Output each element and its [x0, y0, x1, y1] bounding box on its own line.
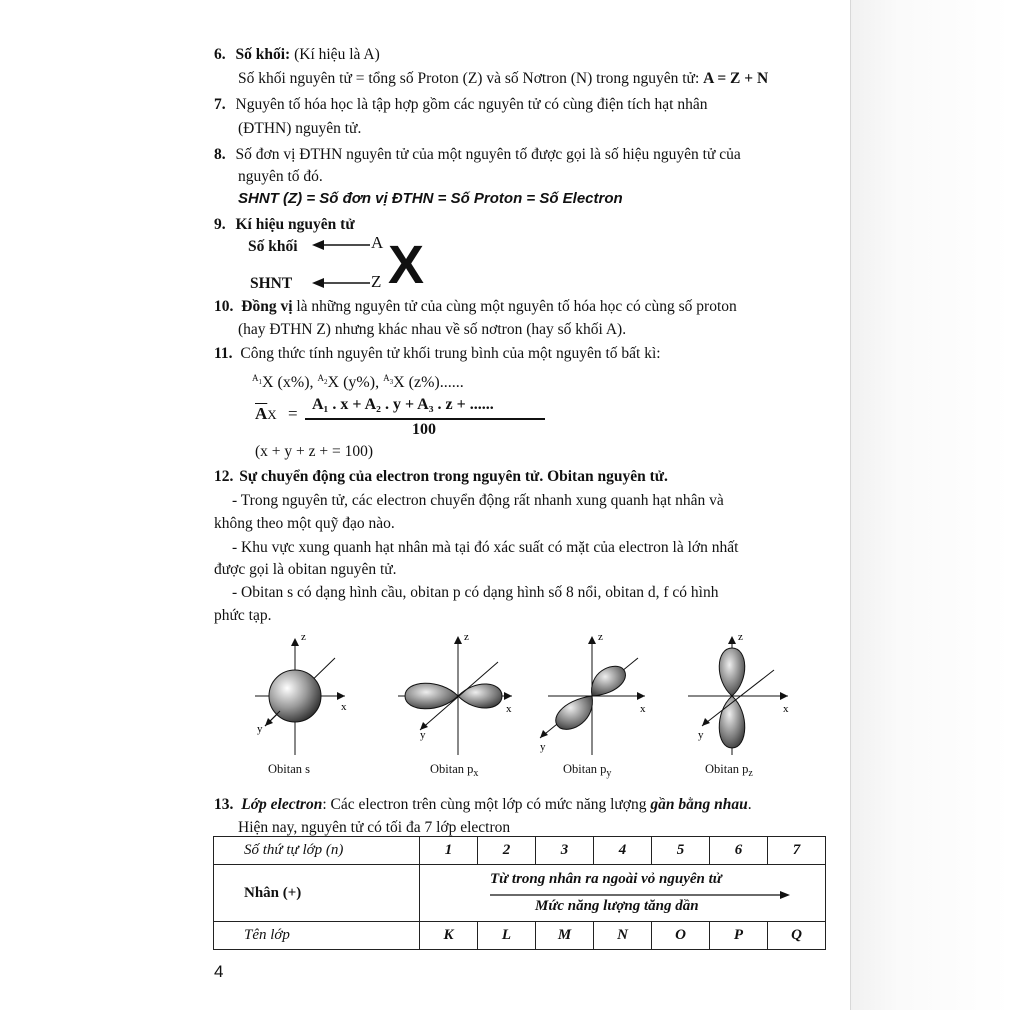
- shell-number: 2: [478, 837, 536, 865]
- shell-name: O: [652, 922, 710, 950]
- page-number: 4: [214, 962, 224, 981]
- axis-z-label: z: [464, 631, 469, 643]
- item-6-line: [238, 69, 768, 89]
- mass-number-label: Số khối: [248, 238, 298, 255]
- table-row: [214, 865, 826, 922]
- item-number: 6.: [214, 46, 226, 63]
- axis-z-label: z: [598, 631, 603, 643]
- item-8-line1: [214, 145, 741, 165]
- item-title: Sự chuyển động của electron trong nguyên tử. Obitan nguyên tử.: [239, 468, 668, 485]
- orbital-caption-text: Obitan p: [430, 762, 474, 776]
- element-symbol: X: [388, 235, 425, 295]
- shell-number: 7: [768, 837, 826, 865]
- item-text: Nguyên tố hóa học là tập hợp gồm các nguyên tử có cùng điện tích hạt nhân: [235, 96, 708, 113]
- axis-z-label: z: [738, 631, 743, 643]
- average-mass-lhs: [255, 404, 277, 425]
- orbital-caption-sub: z: [748, 768, 753, 779]
- arrow-left-icon: [312, 238, 372, 252]
- orbital-caption-py: [563, 762, 611, 781]
- average-mass-numerator: A₁ . x + A₂ . y + A₃ . z + ......: [312, 396, 494, 413]
- shell-name: M: [536, 922, 594, 950]
- orbital-caption-sub: x: [473, 768, 479, 779]
- atomic-number-symbol: Z: [371, 272, 382, 291]
- item-13-intro: Hiện nay, nguyên tử có tối đa 7 lớp electron: [238, 819, 511, 836]
- direction-text: Từ trong nhân ra ngoài vỏ nguyên tử: [490, 871, 722, 887]
- item-12-p3-line1: - Obitan s có dạng hình cầu, obitan p có dạng hình số 8 nổi, obitan d, f có hình: [232, 584, 719, 601]
- orbital-caption-pz: [705, 762, 753, 781]
- item-text: Công thức tính nguyên tử khối trung bình của một nguyên tố bất kì:: [240, 345, 661, 362]
- item-title: Kí hiệu nguyên tử: [235, 216, 355, 233]
- item-number: 13.: [214, 796, 234, 813]
- isotope-1: X (x%),: [262, 374, 314, 391]
- isotope-index: 3: [389, 378, 394, 386]
- shell-name: L: [478, 922, 536, 950]
- shell-name: N: [594, 922, 652, 950]
- item-number: 7.: [214, 96, 226, 113]
- isotope-list: [252, 368, 464, 393]
- shell-number: 6: [710, 837, 768, 865]
- shell-number: 1: [420, 837, 478, 865]
- orbital-caption-px: [430, 762, 478, 781]
- item-10-line2: (hay ĐTHN Z) nhưng khác nhau về số nơtron (hay số khối A).: [238, 321, 627, 338]
- shell-number: 4: [594, 837, 652, 865]
- table-row: [214, 837, 826, 865]
- axis-x-label: x: [341, 701, 347, 713]
- atomic-number-label: SHNT: [250, 275, 293, 292]
- item-7-line1: [214, 95, 708, 115]
- item-number: 8.: [214, 146, 226, 163]
- page-edge: [850, 0, 1010, 1010]
- average-mass-symbol: $\overline{A}$: [255, 404, 268, 423]
- electron-shells-table: [213, 836, 826, 950]
- mass-symbol: A: [371, 233, 384, 252]
- item-12-p1-line2: không theo một quỹ đạo nào.: [214, 515, 395, 532]
- item-6-heading: [214, 45, 380, 65]
- isotope-index: 1: [258, 378, 262, 386]
- item-7-line2: (ĐTHN) nguyên tử.: [238, 120, 362, 137]
- isotope-3: X (z%)......: [393, 374, 464, 391]
- item-9-heading: [214, 215, 355, 235]
- percentage-condition: (x + y + z + = 100): [255, 443, 374, 460]
- equals-sign: =: [288, 404, 298, 423]
- axis-y-label: y: [420, 729, 426, 741]
- item-number: 12.: [214, 468, 234, 485]
- item-end: .: [747, 796, 752, 813]
- item-number: 11.: [214, 345, 233, 362]
- item-13-heading: [214, 795, 752, 815]
- orbital-caption-text: Obitan p: [705, 762, 749, 776]
- shell-name: K: [420, 922, 478, 950]
- axis-y-label: y: [698, 729, 704, 741]
- orbital-px-diagram: [398, 631, 512, 755]
- item-12-p2-line2: được gọi là obitan nguyên tử.: [214, 561, 397, 578]
- item-note: (Kí hiệu là A): [294, 46, 380, 63]
- isotope-mass-symbol: A: [383, 373, 390, 383]
- shell-name: P: [710, 922, 768, 950]
- item-12-p1-line1: - Trong nguyên tử, các electron chuyển động rất nhanh xung quanh hạt nhân và: [232, 492, 724, 509]
- item-text: là những nguyên tử của cùng một nguyên tố hóa học có cùng số proton: [296, 298, 737, 315]
- mass-number-formula: A = Z + N: [703, 70, 769, 87]
- item-11-line: [214, 344, 661, 364]
- orbitals-figure: [240, 630, 810, 780]
- isotope-mass-symbol: A: [252, 373, 259, 383]
- arrow-left-icon: [312, 276, 372, 290]
- isotope-2: X (y%),: [327, 374, 380, 391]
- row-label-shell-name: Tên lớp: [214, 922, 420, 950]
- row-label-shell-number: Số thứ tự lớp (n): [214, 837, 420, 865]
- isotope-mass-symbol: A: [317, 373, 325, 383]
- shnt-formula: SHNT (Z) = Số đơn vị ĐTHN = Số Proton = Số Electron: [238, 190, 623, 207]
- axis-x-label: x: [506, 703, 512, 715]
- orbital-s-diagram: [255, 631, 347, 755]
- item-10-line1: [214, 297, 737, 317]
- orbital-caption-s: [268, 762, 310, 776]
- shell-number: 3: [536, 837, 594, 865]
- axis-z-label: z: [301, 631, 306, 643]
- orbital-caption-text: Obitan p: [563, 762, 607, 776]
- item-number: 10.: [214, 298, 234, 315]
- item-12-p2-line1: - Khu vực xung quanh hạt nhân mà tại đó xác suất có mặt của electron là lớn nhất: [232, 539, 739, 556]
- item-title: Số khối:: [235, 46, 291, 63]
- orbital-py-diagram: [540, 631, 646, 755]
- orbital-caption-text: Obitan s: [268, 762, 311, 776]
- energy-direction-cell: [420, 865, 826, 922]
- axis-x-label: x: [783, 703, 789, 715]
- item-title: Lớp electron: [241, 796, 323, 813]
- row-label-nucleus: Nhân (+): [214, 865, 420, 922]
- isotope-index: 2: [324, 378, 328, 386]
- item-text: Số đơn vị ĐTHN nguyên tử của một nguyên tố được gọi là số hiệu nguyên tử của: [235, 146, 741, 163]
- item-term: Đồng vị: [241, 298, 293, 315]
- axis-y-label: y: [540, 741, 546, 753]
- item-12-p3-line2: phức tạp.: [214, 607, 272, 624]
- item-8-line2: nguyên tố đó.: [238, 168, 323, 185]
- energy-text: Mức năng lượng tăng dần: [535, 898, 699, 914]
- item-text: Số khối nguyên tử = tổng số Proton (Z) và số Nơtron (N) trong nguyên tử:: [238, 70, 700, 87]
- orbital-caption-sub: y: [606, 768, 612, 779]
- item-12-heading: [214, 467, 668, 487]
- table-row: [214, 922, 826, 950]
- item-emphasis: gần bằng nhau: [650, 796, 748, 813]
- orbital-pz-diagram: [688, 631, 789, 755]
- item-text: : Các electron trên cùng một lớp có mức năng lượng: [322, 796, 647, 813]
- shell-name: Q: [768, 922, 826, 950]
- average-mass-denominator: 100: [412, 421, 436, 438]
- shell-number: 5: [652, 837, 710, 865]
- axis-y-label: y: [257, 723, 263, 735]
- axis-x-label: x: [640, 703, 646, 715]
- average-mass-subscript: X: [267, 407, 277, 422]
- item-number: 9.: [214, 216, 226, 233]
